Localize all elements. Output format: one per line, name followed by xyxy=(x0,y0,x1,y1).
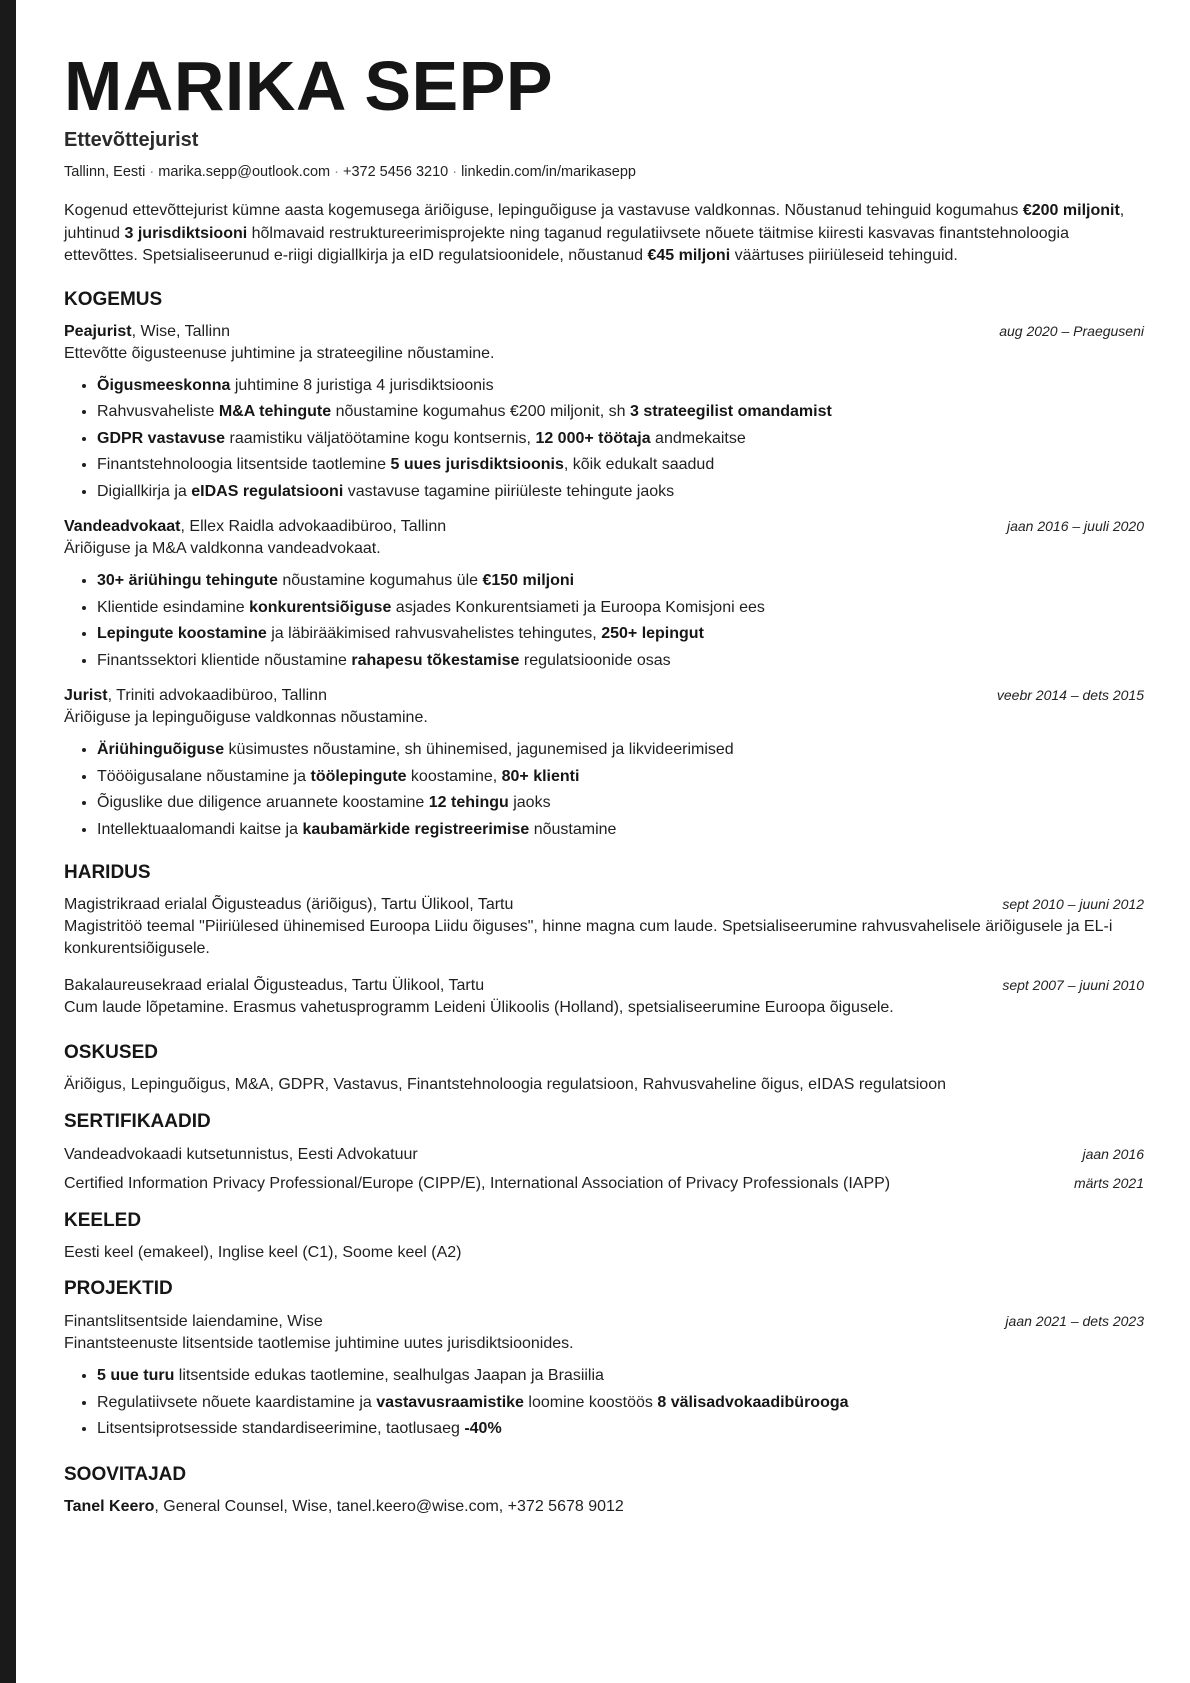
bullet-item xyxy=(97,1363,1144,1390)
bullet-highlight: vastavusraamistike xyxy=(376,1393,524,1411)
job-title: Ettevõttejurist xyxy=(64,129,199,151)
job-role: Vandeadvokaat xyxy=(64,518,181,535)
bullet-highlight: Äriühinguõiguse xyxy=(97,741,225,758)
job-org: , Triniti advokaadibüroo, Tallinn xyxy=(107,687,327,704)
bullet-text: koostamine, xyxy=(406,767,502,785)
job-bullets xyxy=(64,737,1144,843)
bullet-item xyxy=(97,373,1144,400)
job-date: aug 2020 – Praeguseni xyxy=(999,322,1144,339)
resume-page xyxy=(64,0,1144,1518)
candidate-name: MARIKA SEPP xyxy=(64,47,554,125)
languages-heading: KEELED xyxy=(64,1210,142,1231)
certificate-date: märts 2021 xyxy=(1073,1175,1144,1191)
project-bullets xyxy=(64,1363,1144,1443)
degree-name: Bakalaureusekraad erialal Õigusteadus, Tartu Ülikool, Tartu xyxy=(64,977,485,994)
job-header xyxy=(64,515,1144,538)
education-date: sept 2010 – juuni 2012 xyxy=(1002,896,1144,912)
bullet-text: vastavuse tagamine piiriüleste tehingute jaoks xyxy=(343,482,675,500)
bullet-text: andmekaitse xyxy=(650,429,746,447)
references-heading: SOOVITAJAD xyxy=(64,1463,187,1485)
bullet-highlight: 250+ lepingut xyxy=(601,625,704,642)
job-entry xyxy=(64,684,1144,843)
job-description: Äriõiguse ja M&A valdkonna vandeadvokaat. xyxy=(64,540,381,557)
reference-details: , General Counsel, Wise, tanel.keero@wise.com, +372 5678 9012 xyxy=(154,1497,624,1515)
bullet-item xyxy=(97,399,1144,426)
bullet-highlight: kaubamärkide registreerimise xyxy=(302,820,530,838)
job-date: jaan 2016 – juuli 2020 xyxy=(1006,518,1144,534)
certificate-name: Certified Information Privacy Professional/Europe (CIPP/E), International Association of Privacy Professionals (IAPP) xyxy=(64,1175,891,1192)
bullet-text: Finantstehnoloogia litsentside taotlemine xyxy=(97,456,391,473)
job-org: , Ellex Raidla advokaadibüroo, Tallinn xyxy=(180,518,447,535)
bullet-text: nõustamine kogumahus €200 miljonit, sh xyxy=(331,403,630,420)
bullet-item xyxy=(97,621,1144,648)
summary-highlight: €45 miljoni xyxy=(647,247,731,264)
bullet-text: nõustamine kogumahus üle xyxy=(277,572,483,589)
summary-highlight: €200 miljonit xyxy=(1022,202,1120,219)
skills-list: Äriõigus, Lepinguõigus, M&A, GDPR, Vastavus, Finantstehnoloogia regulatsioon, Rahvusvaheline õigus, eIDAS regulatsioon xyxy=(64,1076,946,1093)
bullet-highlight: €150 miljoni xyxy=(482,572,575,589)
job-bullets xyxy=(64,373,1144,506)
bullet-highlight: 12 000+ töötaja xyxy=(535,429,651,447)
certificate-name: Vandeadvokaadi kutsetunnistus, Eesti Advokatuur xyxy=(64,1146,418,1163)
summary-highlight: 3 jurisdiktsiooni xyxy=(124,224,248,242)
job-header xyxy=(64,684,1144,707)
bullet-text: regulatsioonide osas xyxy=(519,651,671,669)
bullet-item xyxy=(97,452,1144,479)
education-description: Magistritöö teemal "Piiriülesed ühinemised Euroopa Liidu õiguses", hinne magna cum laude. Spetsialiseerumine rahvusvahelisele äriõigusele ja EL-i konkurentsiõigusele. xyxy=(64,918,1113,957)
bullet-text: Finantssektori klientide nõustamine xyxy=(97,651,352,669)
job-description: Äriõiguse ja lepinguõiguse valdkonnas nõustamine. xyxy=(64,709,428,726)
bullet-highlight: -40% xyxy=(464,1420,502,1437)
bullet-highlight: 80+ klienti xyxy=(501,767,580,785)
bullet-text: ja läbirääkimised rahvusvahelistes tehingutes, xyxy=(266,625,602,642)
bullet-highlight: 3 strateegilist omandamist xyxy=(629,403,832,420)
bullet-highlight: 5 uues jurisdiktsioonis xyxy=(390,456,564,473)
bullet-item xyxy=(97,426,1144,453)
job-role: Jurist xyxy=(64,687,108,704)
summary-paragraph xyxy=(64,200,1144,268)
languages-section xyxy=(64,1209,1144,1264)
bullet-text: Intellektuaalomandi kaitse ja xyxy=(97,820,303,838)
bullet-text: Õiguslike due diligence aruannete koostamine xyxy=(97,794,429,811)
bullet-text: Digiallkirja ja xyxy=(97,482,192,500)
contact-location: Tallinn, Eesti xyxy=(64,164,146,180)
education-header xyxy=(64,893,1144,916)
job-description: Ettevõtte õigusteenuse juhtimine ja strateegiline nõustamine. xyxy=(64,344,495,362)
bullet-highlight: M&A tehingute xyxy=(218,403,332,420)
bullet-text: asjades Konkurentsiameti ja Euroopa Komisjoni ees xyxy=(391,598,765,616)
job-org: , Wise, Tallinn xyxy=(131,322,230,340)
projects-heading: PROJEKTID xyxy=(64,1278,173,1299)
reference-entry xyxy=(64,1496,1144,1518)
bullet-item xyxy=(97,568,1144,595)
summary-text: hõlmavaid restruktureerimisprojekte ning taganud regulatiivsete nõuete täitmise kiiresti kasvavas finantstehnoloogia ettevõttes. Spetsialiseerunud e-riigi digiallkirja ja eID regulatsioonidele, nõustanud xyxy=(64,224,1069,264)
job-date: veebr 2014 – dets 2015 xyxy=(996,687,1144,703)
bullet-text: Litsentsiprotsesside standardiseerimine, taotlusaeg xyxy=(97,1420,465,1437)
bullet-text: juhtimine 8 juristiga 4 jurisdiktsioonis xyxy=(230,376,494,394)
education-entry xyxy=(64,974,1144,1019)
job-entry xyxy=(64,320,1144,506)
bullet-highlight: konkurentsiõiguse xyxy=(249,598,392,616)
contact-email[interactable]: marika.sepp@outlook.com xyxy=(158,164,331,180)
certificates-section xyxy=(64,1110,1144,1195)
education-heading: HARIDUS xyxy=(64,862,151,883)
contact-linkedin[interactable]: linkedin.com/in/marikasepp xyxy=(461,164,636,180)
bullet-text: Klientide esindamine xyxy=(97,598,250,616)
bullet-item xyxy=(97,648,1144,675)
education-date: sept 2007 – juuni 2010 xyxy=(1002,977,1144,993)
job-role: Peajurist xyxy=(64,322,132,340)
bullet-item xyxy=(97,479,1144,506)
project-date: jaan 2021 – dets 2023 xyxy=(1005,1313,1144,1329)
certificate-entry xyxy=(64,1143,1144,1166)
project-entry xyxy=(64,1310,1144,1443)
reference-name: Tanel Keero xyxy=(64,1497,155,1515)
bullet-highlight: 12 tehingu xyxy=(428,794,509,811)
bullet-text: loomine koostöös xyxy=(523,1393,658,1411)
bullet-item xyxy=(97,737,1144,764)
certificate-entry xyxy=(64,1172,1144,1195)
bullet-text: raamistiku väljatöötamine kogu kontsernis, xyxy=(225,429,536,447)
education-section xyxy=(64,861,1144,1019)
skills-section xyxy=(64,1041,1144,1096)
bullet-text: nõustamine xyxy=(529,820,617,838)
references-section xyxy=(64,1463,1144,1518)
job-header xyxy=(64,320,1144,343)
bullet-text: , kõik edukalt saadud xyxy=(563,456,715,473)
bullet-highlight: rahapesu tõkestamise xyxy=(351,651,520,669)
languages-list: Eesti keel (emakeel), Inglise keel (C1), Soome keel (A2) xyxy=(64,1244,462,1261)
summary-text: väärtuses piiriüleseid tehinguid. xyxy=(730,247,958,264)
bullet-highlight: 30+ äriühingu tehingute xyxy=(97,572,278,589)
bullet-text: jaoks xyxy=(508,794,551,811)
left-edge-bar xyxy=(0,0,16,1683)
project-description: Finantsteenuste litsentside taotlemise juhtimine uutes jurisdiktsioonides. xyxy=(64,1335,574,1352)
summary-text: , juhtinud xyxy=(64,202,1125,242)
bullet-highlight: 5 uue turu xyxy=(97,1367,175,1384)
education-description: Cum laude lõpetamine. Erasmus vahetusprogramm Leideni Ülikoolis (Holland), spetsialiseerumine Euroopa õigusele. xyxy=(64,999,894,1016)
bullet-item xyxy=(97,764,1144,791)
bullet-item xyxy=(97,1390,1144,1417)
degree-name: Magistrikraad erialal Õigusteadus (äriõigus), Tartu Ülikool, Tartu xyxy=(64,896,514,913)
bullet-text: Regulatiivsete nõuete kaardistamine ja xyxy=(97,1393,377,1411)
skills-heading: OSKUSED xyxy=(64,1042,158,1063)
job-bullets xyxy=(64,568,1144,674)
bullet-item xyxy=(97,1416,1144,1443)
summary-text: Kogenud ettevõttejurist kümne aasta kogemusega äriõiguse, lepinguõiguse ja vastavuse valdkonnas. Nõustanud tehinguid kogumahus xyxy=(64,202,1023,219)
bullet-highlight: GDPR vastavuse xyxy=(97,429,226,447)
job-title-org xyxy=(64,516,446,538)
bullet-highlight: eIDAS regulatsiooni xyxy=(191,482,344,500)
bullet-text: litsentside edukas taotlemine, sealhulgas Jaapan ja Brasiilia xyxy=(174,1367,604,1384)
contact-line: Tallinn, Eesti · marika.sepp@outlook.com · +372 5456 3210 · linkedin.com/in/marikasepp xyxy=(64,164,636,180)
bullet-text: Töööigusalane nõustamine ja xyxy=(97,767,311,785)
bullet-highlight: töölepingute xyxy=(310,767,407,785)
bullet-item xyxy=(97,595,1144,622)
project-name: Finantslitsentside laiendamine, Wise xyxy=(64,1313,323,1330)
education-entry xyxy=(64,893,1144,960)
bullet-text: Rahvusvaheliste xyxy=(97,403,219,420)
job-title-org xyxy=(64,321,230,343)
bullet-highlight: Lepingute koostamine xyxy=(97,625,267,642)
education-header xyxy=(64,974,1144,997)
bullet-text: küsimustes nõustamine, sh ühinemised, jagunemised ja likvideerimised xyxy=(224,741,734,758)
certificate-date: jaan 2016 xyxy=(1082,1146,1144,1162)
bullet-highlight: Õigusmeeskonna xyxy=(97,376,231,394)
certificates-heading: SERTIFIKAADID xyxy=(64,1111,211,1132)
project-header xyxy=(64,1310,1144,1333)
bullet-highlight: 8 välisadvokaadibürooga xyxy=(657,1393,849,1411)
job-entry xyxy=(64,515,1144,674)
experience-section xyxy=(64,288,1144,844)
experience-heading: KOGEMUS xyxy=(64,288,163,310)
contact-phone[interactable]: +372 5456 3210 xyxy=(342,164,449,180)
projects-section xyxy=(64,1277,1144,1443)
job-title-org xyxy=(64,685,327,707)
bullet-item xyxy=(97,817,1144,844)
bullet-item xyxy=(97,790,1144,817)
